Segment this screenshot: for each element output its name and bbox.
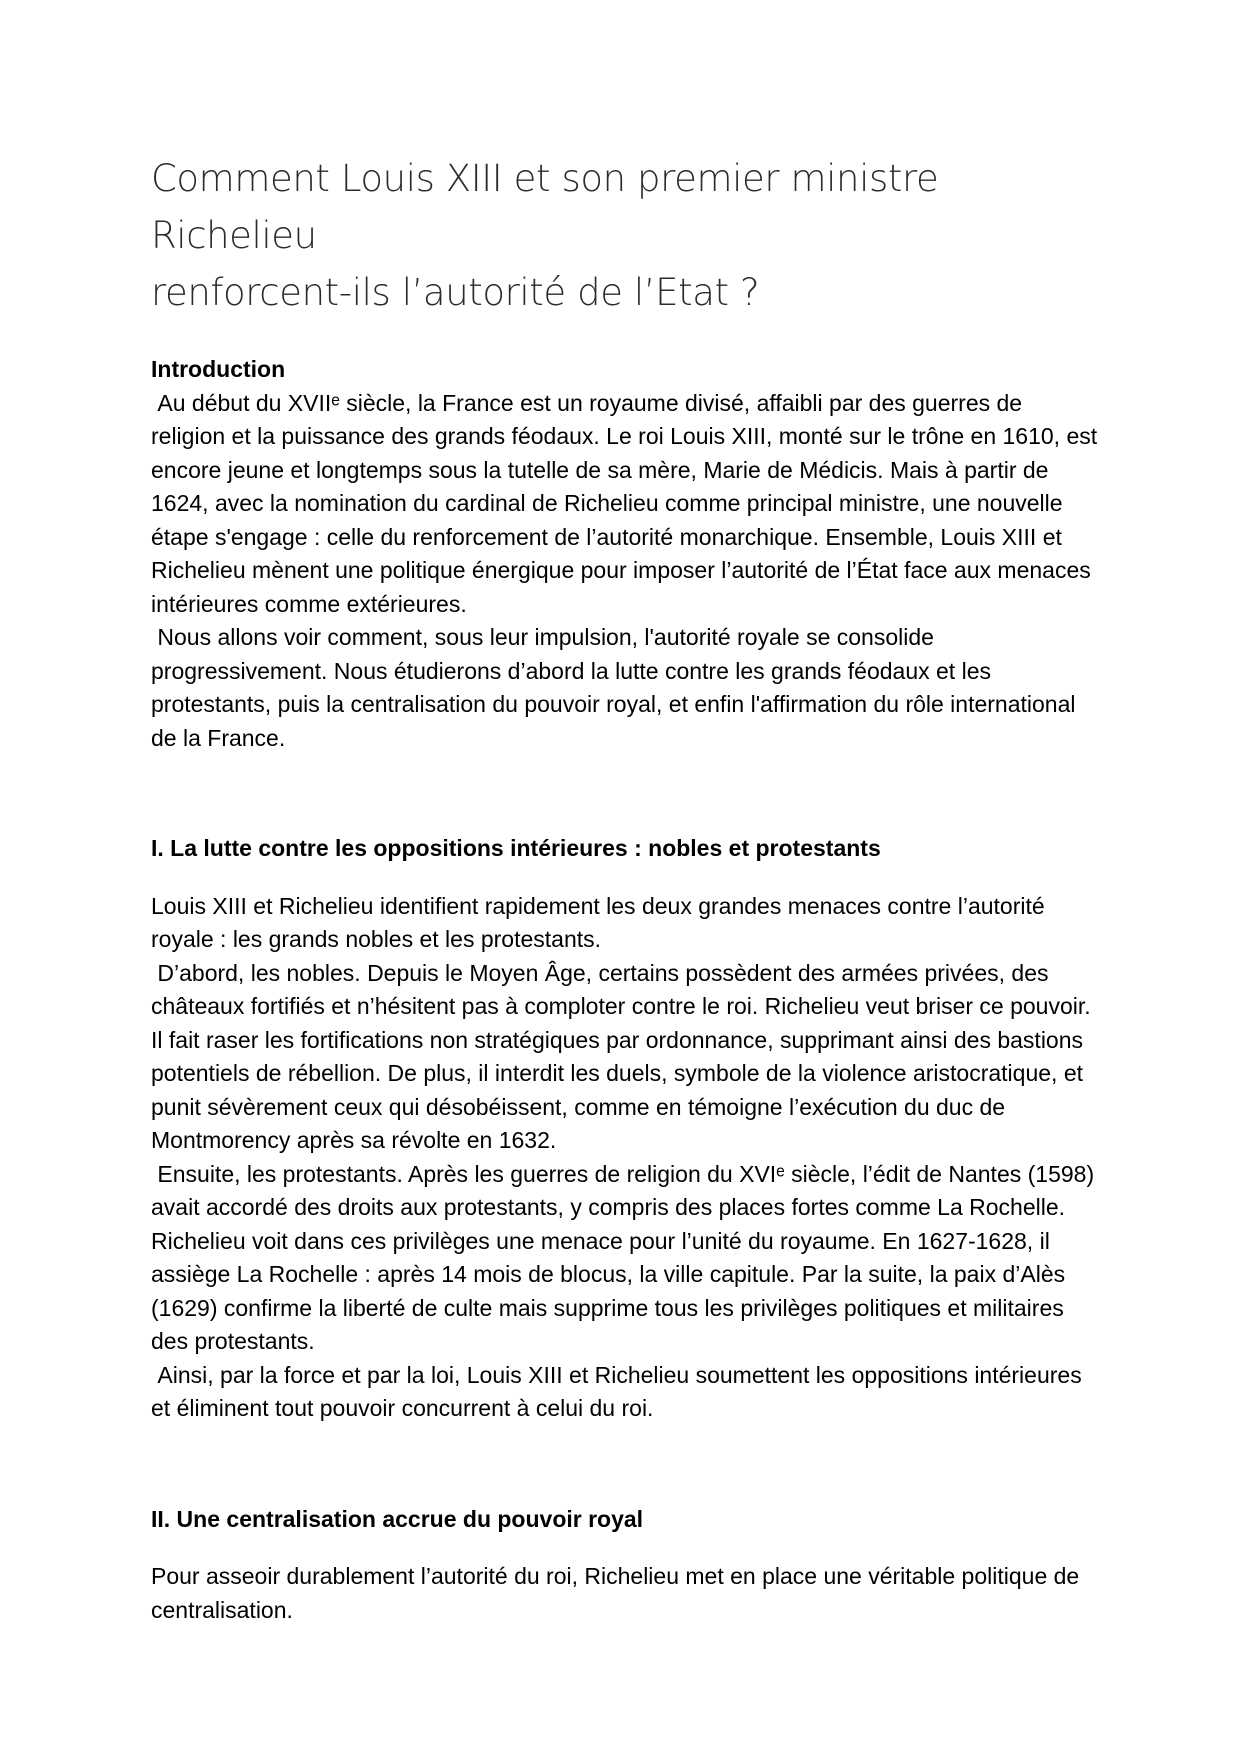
section-2-paragraph-1: Pour asseoir durablement l’autorité du roi, Richelieu met en place une véritable politique de centralisation. xyxy=(151,1563,1086,1623)
title-line-2: renforcent-ils l’autorité de l’Etat ? xyxy=(151,271,760,314)
section-1-heading: I. La lutte contre les oppositions intérieures : nobles et protestants xyxy=(151,835,881,861)
document-title xyxy=(151,150,1101,321)
section-2-heading: II. Une centralisation accrue du pouvoir royal xyxy=(151,1505,644,1532)
section-1-paragraph-1: Louis XIII et Richelieu identifient rapidement les deux grandes menaces contre l’autorité royale : les grands nobles et les protestants. xyxy=(151,892,1052,952)
section-1-paragraph-2: D’abord, les nobles. Depuis le Moyen Âge, certains possèdent des armées privées, des châteaux fortifiés et n’hésitent pas à comploter contre le roi. Richelieu veut briser ce pouvoir. Il fait raser les fortifications non stratégiques par ordonnance, supprimant ainsi des bastions potentiels de rébellion. De plus, il interdit les duels, symbole de la violence aristocratique, et punit sévèrement ceux qui désobéissent, comme en témoigne l’exécution du duc de Montmorency après sa révolte en 1632. xyxy=(151,959,1098,1153)
introduction-paragraph-2: Nous allons voir comment, sous leur impulsion, l'autorité royale se consolide progressivement. Nous étudierons d’abord la lutte contre les grands féodaux et les protestants, puis la centralisation du pouvoir royal, et enfin l'affirmation du rôle international de la France. xyxy=(151,624,1082,751)
introduction-paragraph-1: Au début du XVIIᵉ siècle, la France est un royaume divisé, affaibli par des guerres de religion et la puissance des grands féodaux. Le roi Louis XIII, monté sur le trône en 1610, est encore jeune et longtemps sous la tutelle de sa mère, Marie de Médicis. Mais à partir de 1624, avec la nomination du cardinal de Richelieu comme principal ministre, une nouvelle étape s'engage : celle du renforcement de l’autorité monarchique. Ensemble, Louis XIII et Richelieu mènent une politique énergique pour imposer l’autorité de l’État face aux menaces intérieures comme extérieures. xyxy=(151,389,1104,617)
section-1-paragraph-4: Ainsi, par la force et par la loi, Louis XIII et Richelieu soumettent les oppositions intérieures et éliminent tout pouvoir concurrent à celui du roi. xyxy=(151,1361,1089,1421)
title-line-1: Comment Louis XIII et son premier ministre Richelieu xyxy=(151,157,939,257)
section-1-paragraph-3: Ensuite, les protestants. Après les guerres de religion du XVIᵉ siècle, l’édit de Nantes (1598) avait accordé des droits aux protestants, y compris des places fortes comme La Rochelle. Richelieu voit dans ces privilèges une menace pour l’unité du royaume. En 1627-1628, il assiège La Rochelle : après 14 mois de blocus, la ville capitule. Par la suite, la paix d’Alès (1629) confirme la liberté de culte mais supprime tous les privilèges politiques et militaires des protestants. xyxy=(151,1160,1101,1354)
document-body xyxy=(151,150,1104,1627)
introduction-heading: Introduction xyxy=(151,356,286,382)
